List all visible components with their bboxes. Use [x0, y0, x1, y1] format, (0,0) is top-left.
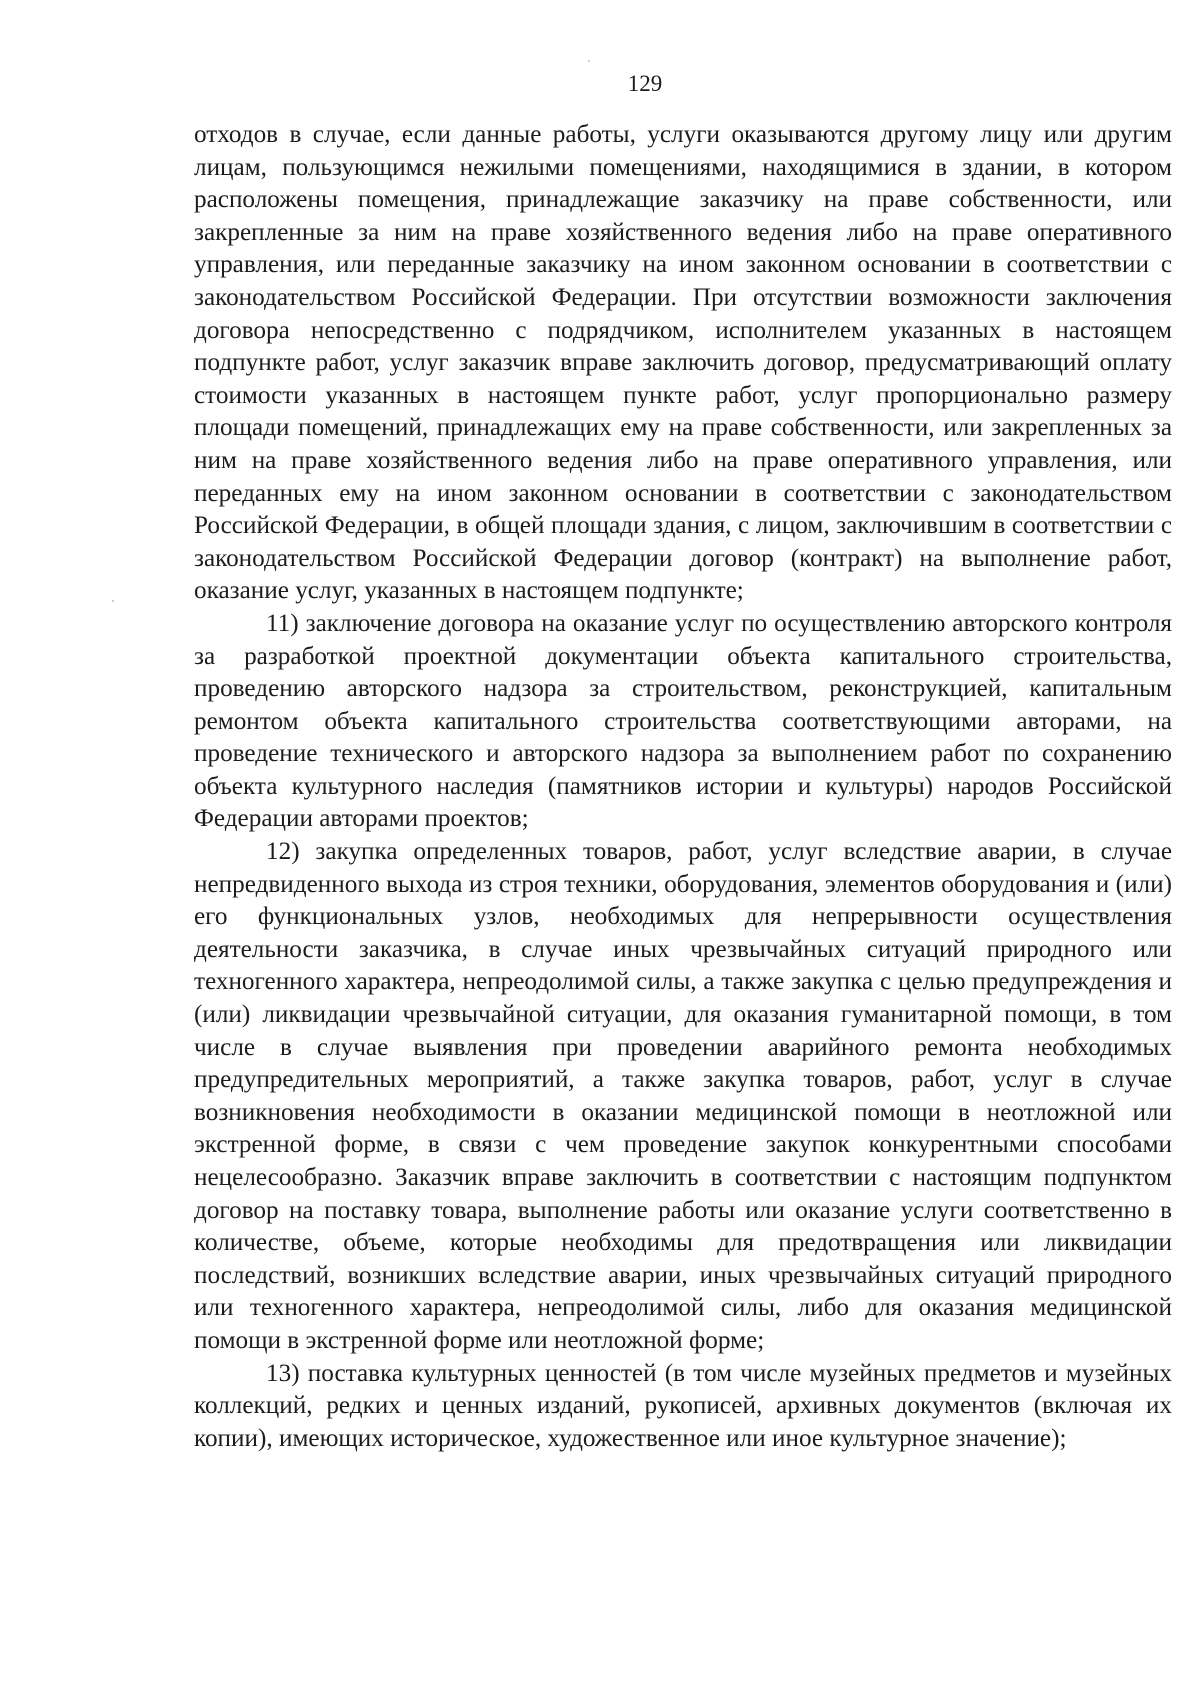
document-body	[194, 119, 1172, 1455]
scan-speck	[112, 600, 114, 602]
paragraph-item-12: 12) закупка определенных товаров, работ, услуг вследствие аварии, в случае непредвиденного выхода из строя техники, оборудования, элементов оборудования и (или) его функциональных узлов, необходимых для непрерывности осуществления деятельности заказчика, в случае иных чрезвычайных ситуаций природного или техногенного характера, непреодолимой силы, а также закупка с целью предупреждения и (или) ликвидации чрезвычайной ситуации, для оказания гуманитарной помощи, в том числе в случае выявления при проведении аварийного ремонта необходимых предупредительных мероприятий, а также закупка товаров, работ, услуг в случае возникновения необходимости в оказании медицинской помощи в неотложной или экстренной форме, в связи с чем проведение закупок конкурентными способами нецелесообразно. Заказчик вправе заключить в соответствии с настоящим подпунктом договор на поставку товара, выполнение работы или оказание услуги соответственно в количестве, объеме, которые необходимы для предотвращения или ликвидации последствий, возникших вследствие аварии, иных чрезвычайных ситуаций природного или техногенного характера, непреодолимой силы, либо для оказания медицинской помощи в экстренной форме или неотложной форме;	[194, 838, 1172, 1354]
paragraph-item-11: 11) заключение договора на оказание услуг по осуществлению авторского контроля за разработкой проектной документации объекта капитального строительства, проведению авторского надзора за строительством, реконструкцией, капитальным ремонтом объекта капитального строительства соответствующими авторами, на проведение технического и авторского надзора за выполнением работ по сохранению объекта культурного наследия (памятников истории и культуры) народов Российской Федерации авторами проектов;	[194, 609, 1172, 833]
paragraph-item-13: 13) поставка культурных ценностей (в том числе музейных предметов и музейных коллекций, редких и ценных изданий, рукописей, архивных документов (включая их копии), имеющих историческое, художественное или иное культурное значение);	[194, 1359, 1172, 1452]
paragraph-continuation: отходов в случае, если данные работы, услуги оказываются другому лицу или другим лицам, пользующимся нежилыми помещениями, находящимися в здании, в котором расположены помещения, принадлежащие заказчику на праве собственности, или закрепленные за ним на праве хозяйственного ведения либо на праве оперативного управления, или переданные заказчику на ином законном основании в соответствии с законодательством Российской Федерации. При отсутствии возможности заключения договора непосредственно с подрядчиком, исполнителем указанных в настоящем подпункте работ, услуг заказчик вправе заключить договор, предусматривающий оплату стоимости указанных в настоящем пункте работ, услуг пропорционально размеру площади помещений, принадлежащих ему на праве собственности, или закрепленных за ним на праве хозяйственного ведения либо на праве оперативного управления, или переданных ему на ином законном основании в соответствии с законодательством Российской Федерации, в общей площади здания, с лицом, заключившим в соответствии с законодательством Российской Федерации договор (контракт) на выполнение работ, оказание услуг, указанных в настоящем подпункте;	[194, 121, 1172, 605]
scan-speck	[588, 60, 590, 62]
page-number: 129	[627, 71, 663, 96]
